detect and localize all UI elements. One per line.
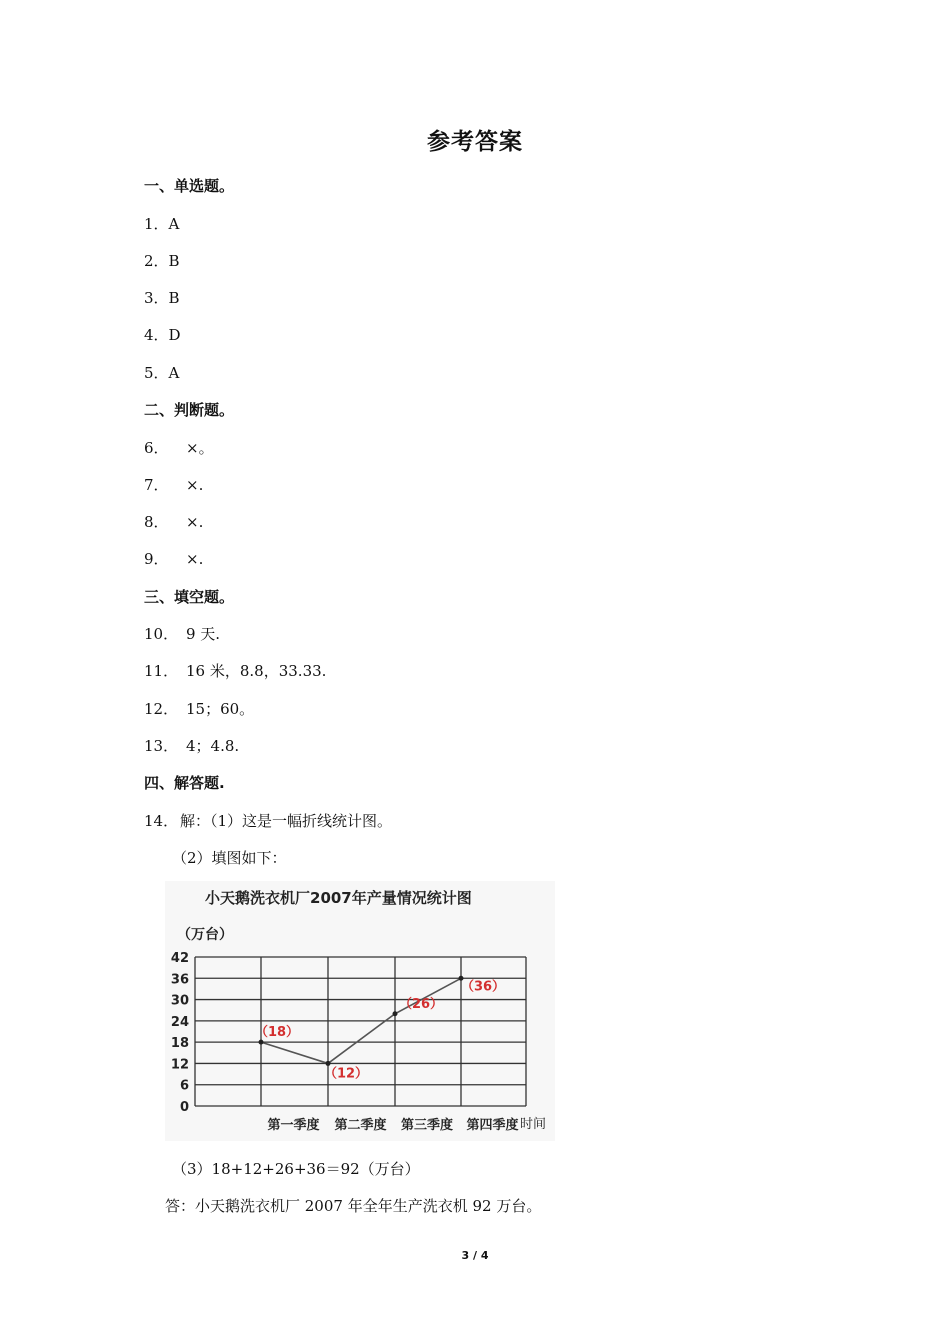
- page-title: 参考答案: [427, 129, 523, 155]
- answer-line: [144, 623, 220, 644]
- y-tick-label: 30: [170, 993, 189, 1009]
- x-tick-label: 第四季度: [466, 1118, 519, 1133]
- chart-svg: [165, 881, 555, 1141]
- final-answer: 答：小天鹅洗衣机厂 2007 年全年生产洗衣机 92 万台。: [165, 1197, 542, 1215]
- question-number: 2．: [144, 252, 169, 270]
- answer-text: ×.: [186, 476, 204, 494]
- x-tick-label: 第一季度: [267, 1118, 320, 1133]
- y-tick-label: 0: [179, 1100, 189, 1115]
- question-number: 13．: [144, 737, 179, 755]
- x-tick-label: 第三季度: [400, 1118, 454, 1133]
- y-tick-label: 12: [170, 1057, 189, 1073]
- answer-line: [144, 698, 254, 719]
- answer-text: ×。: [186, 439, 214, 457]
- answer-text: A: [168, 364, 180, 382]
- answer-line: [144, 213, 179, 234]
- section-heading-fill-blank: 三、填空题。: [144, 588, 235, 606]
- page-number: 3 / 4: [461, 1249, 489, 1262]
- data-label: （36）: [460, 979, 506, 995]
- answer-line: [144, 735, 239, 756]
- data-point: [326, 1061, 331, 1066]
- question-number: 10．: [144, 625, 179, 643]
- answer-line: [144, 474, 203, 495]
- answer-line: [144, 362, 179, 383]
- answer-line: [144, 324, 181, 345]
- question-number: 7．: [144, 476, 169, 494]
- question-number: 8．: [144, 513, 169, 531]
- section-heading-judgement: 二、判断题。: [144, 401, 235, 419]
- chart-x-axis-label: 时间: [520, 1117, 547, 1132]
- question-number: 1．: [144, 215, 169, 233]
- y-tick-label: 36: [170, 972, 189, 988]
- answer-text: ×.: [186, 513, 204, 531]
- question-number: 3．: [144, 289, 169, 307]
- answer-text: 4；4.8.: [186, 737, 240, 755]
- answer-line: [144, 548, 203, 569]
- data-label: （12）: [323, 1066, 369, 1082]
- question-number: 12．: [144, 700, 179, 718]
- question-number: 5．: [144, 364, 169, 382]
- question-number: 14．: [144, 812, 179, 830]
- answer-text: A: [168, 215, 180, 233]
- answer-line: [144, 250, 180, 271]
- section-heading-solve: 四、解答题.: [144, 774, 225, 792]
- answer-text: D: [168, 326, 181, 344]
- data-point: [393, 1011, 398, 1016]
- question-number: 9．: [144, 550, 169, 568]
- chart-title: 小天鹅洗衣机厂2007年产量情况统计图: [205, 889, 472, 907]
- y-tick-label: 42: [170, 951, 189, 966]
- y-tick-label: 18: [170, 1036, 189, 1052]
- chart-y-axis-label: （万台）: [177, 927, 233, 943]
- data-label: （26）: [398, 996, 444, 1012]
- y-tick-label: 6: [179, 1078, 189, 1094]
- question-number: 6．: [144, 439, 169, 457]
- answer-line: [144, 287, 180, 308]
- section-heading-single-choice: 一、单选题。: [144, 177, 235, 195]
- chart-x-ticks: [267, 1117, 518, 1133]
- data-point: [259, 1040, 264, 1045]
- answer-line: [144, 437, 214, 458]
- answer-part-2: （2）填图如下：: [172, 849, 287, 867]
- answer-line: [144, 810, 392, 831]
- answer-text: ×.: [186, 550, 204, 568]
- line-chart: [165, 881, 555, 1141]
- x-tick-label: 第二季度: [334, 1118, 387, 1133]
- answer-line: [144, 660, 326, 681]
- answer-text: B: [168, 252, 180, 270]
- chart-series: [255, 976, 505, 1082]
- answer-part-3: （3）18+12+26+36＝92（万台）: [172, 1160, 420, 1178]
- answer-line: [144, 511, 203, 532]
- answer-text: 16 米，8.8，33.33.: [186, 662, 327, 680]
- answer-text: 9 天.: [186, 625, 221, 643]
- chart-y-ticks: [171, 951, 189, 1115]
- y-tick-label: 24: [170, 1014, 189, 1030]
- question-number: 11．: [144, 662, 179, 680]
- data-label: （18）: [254, 1025, 300, 1041]
- answer-text: B: [168, 289, 180, 307]
- answer-text: 15；60。: [186, 700, 255, 718]
- question-number: 4．: [144, 326, 169, 344]
- answer-text: 解：（1）这是一幅折线统计图。: [180, 812, 393, 830]
